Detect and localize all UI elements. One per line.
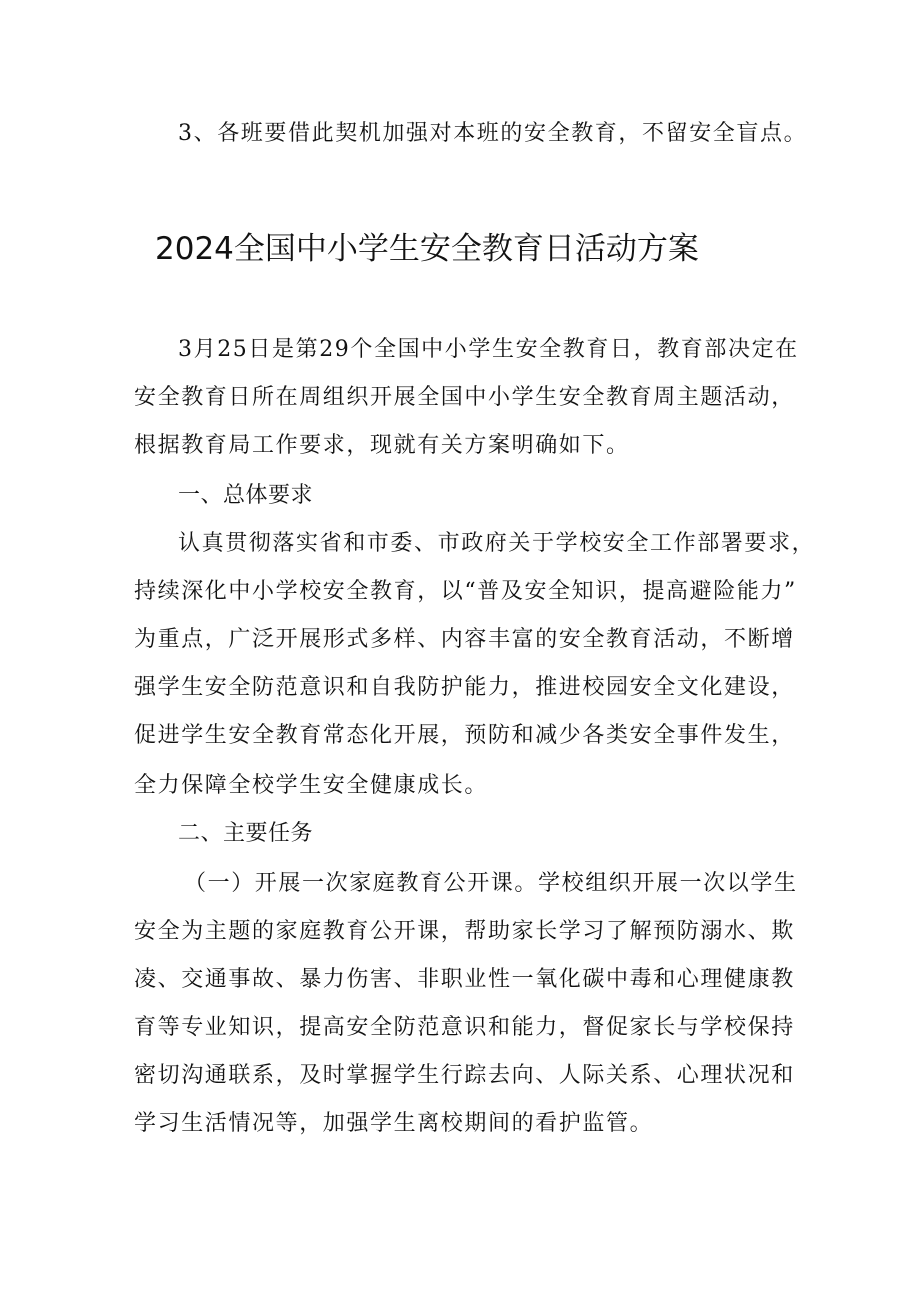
section-1-line-3: 为重点，广泛开展形式多样、内容丰富的安全教育活动，不断增 xyxy=(134,627,795,652)
intro-line-2: 安全教育日所在周组织开展全国中小学生安全教育周主题活动， xyxy=(134,385,795,410)
section-2-line-3: 凌、交通事故、暴力伤害、非职业性一氧化碳中毒和心理健康教 xyxy=(134,967,795,992)
section-2-line-1: （一）开展一次家庭教育公开课。学校组织开展一次以学生 xyxy=(184,871,798,896)
section-1-heading: 一、总体要求 xyxy=(178,483,314,508)
section-2-line-2: 安全为主题的家庭教育公开课，帮助家长学习了解预防溺水、欺 xyxy=(134,919,795,944)
section-1-line-5: 促进学生安全教育常态化开展，预防和减少各类安全事件发生， xyxy=(134,723,795,748)
section-2-heading: 二、主要任务 xyxy=(178,821,314,846)
section-2-line-4: 育等专业知识，提高安全防范意识和能力，督促家长与学校保持 xyxy=(134,1015,795,1040)
section-1-line-1: 认真贯彻落实省和市委、市政府关于学校安全工作部署要求， xyxy=(178,531,816,556)
intro-line-1: 3月25日是第29个全国中小学生安全教育日，教育部决定在 xyxy=(178,337,799,362)
section-1-line-4: 强学生安全防范意识和自我防护能力，推进校园安全文化建设， xyxy=(134,675,795,700)
section-2-line-5: 密切沟通联系，及时掌握学生行踪去向、人际关系、心理状况和 xyxy=(134,1063,795,1088)
top-item-3: 3、各班要借此契机加强对本班的安全教育，不留安全盲点。 xyxy=(178,121,808,146)
document-title: 2024全国中小学生安全教育日活动方案 xyxy=(155,231,699,267)
section-1-line-6: 全力保障全校学生安全健康成长。 xyxy=(134,773,489,798)
intro-line-3: 根据教育局工作要求，现就有关方案明确如下。 xyxy=(134,433,630,458)
section-1-line-2: 持续深化中小学校安全教育，以“普及安全知识，提高避险能力” xyxy=(134,579,797,604)
section-2-line-6: 学习生活情况等，加强学生离校期间的看护监管。 xyxy=(134,1111,654,1136)
